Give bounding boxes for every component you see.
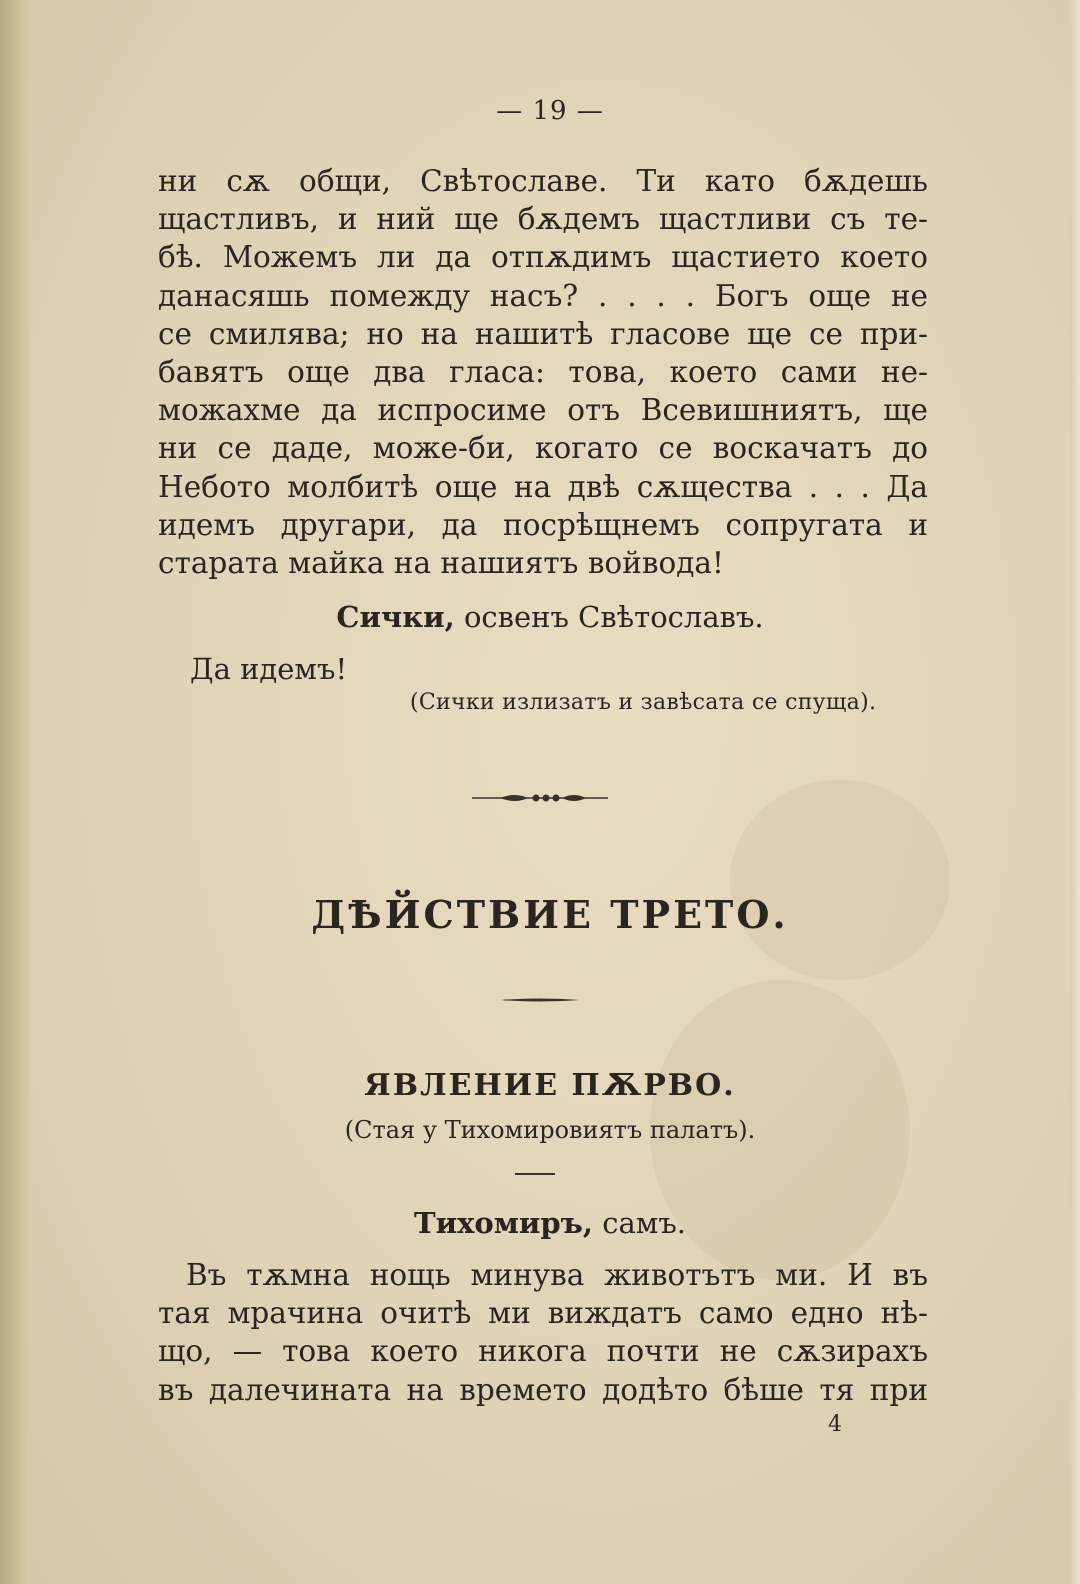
text-line: Небото молбитѣ още на двѣ сѫщества . . . Да <box>158 469 928 504</box>
text-line: що, — това което никога почти не сѫзирахъ <box>158 1334 928 1369</box>
text-line: бѣ. Можемъ ли да отпѫдимъ щастието което <box>158 240 928 275</box>
speech-line: Да идемъ! <box>190 652 348 686</box>
speaker-heading-2 <box>30 1206 1070 1240</box>
speaker-name: Сички, <box>336 600 455 634</box>
text-line: данасяшь помежду насъ? . . . . Богъ още не <box>158 278 928 313</box>
text-line: се смилява; но на нашитѣ гласове ще се при- <box>158 316 928 351</box>
page-number: — 19 — <box>496 96 604 126</box>
text-line: можахме да испросиме отъ Всевишниятъ, ще <box>158 393 928 428</box>
speaker-note: самъ. <box>602 1206 687 1240</box>
text-line: тая мрачина очитѣ ми виждатъ само едно нѣ- <box>158 1296 928 1331</box>
book-page <box>30 0 1070 1584</box>
text-line: въ далечината на времето додѣто бѣше тя при <box>158 1372 928 1407</box>
short-rule <box>515 1173 555 1175</box>
text-line: идемъ другари, да посрѣщнемъ сопругата и <box>158 507 928 542</box>
paragraph-2 <box>158 1256 928 1409</box>
stage-direction: (Сички излизатъ и завѣсата се спуща). <box>410 690 877 715</box>
title-rule <box>500 998 580 1002</box>
speaker-note: освенъ Свѣтославъ. <box>463 600 764 634</box>
speaker-heading-1 <box>30 600 1070 634</box>
scene-title: ЯВЛЕНИЕ ПѪРВО. <box>364 1068 736 1103</box>
text-line: Въ тѫмна нощь минува животътъ ми. И въ <box>186 1258 928 1292</box>
signature-mark: 4 <box>828 1412 842 1437</box>
paper-stain <box>730 780 950 980</box>
speaker-name: Тихомиръ, <box>413 1206 594 1240</box>
text-line: щастливъ, и ний ще бѫдемъ щастливи съ те- <box>158 202 928 237</box>
text-line: ни сѫ общи, Свѣтославе. Ти като бѫдешь <box>158 164 928 198</box>
text-line: старата майка на нашиятъ войвода! <box>158 546 724 581</box>
text-line: ни се даде, може-би, когато се воскачатъ до <box>158 431 928 466</box>
book-binding-edge <box>0 0 30 1584</box>
scene-setting: (Стая у Тихомировиятъ палатъ). <box>344 1116 756 1144</box>
text-line: бавятъ още два гласа: това, което сами не- <box>158 355 928 390</box>
paragraph-1 <box>158 162 928 582</box>
act-title: ДѢЙСТВИЕ ТРЕТО. <box>311 892 789 937</box>
page-edge <box>1070 0 1080 1584</box>
ornament-divider <box>470 786 610 810</box>
